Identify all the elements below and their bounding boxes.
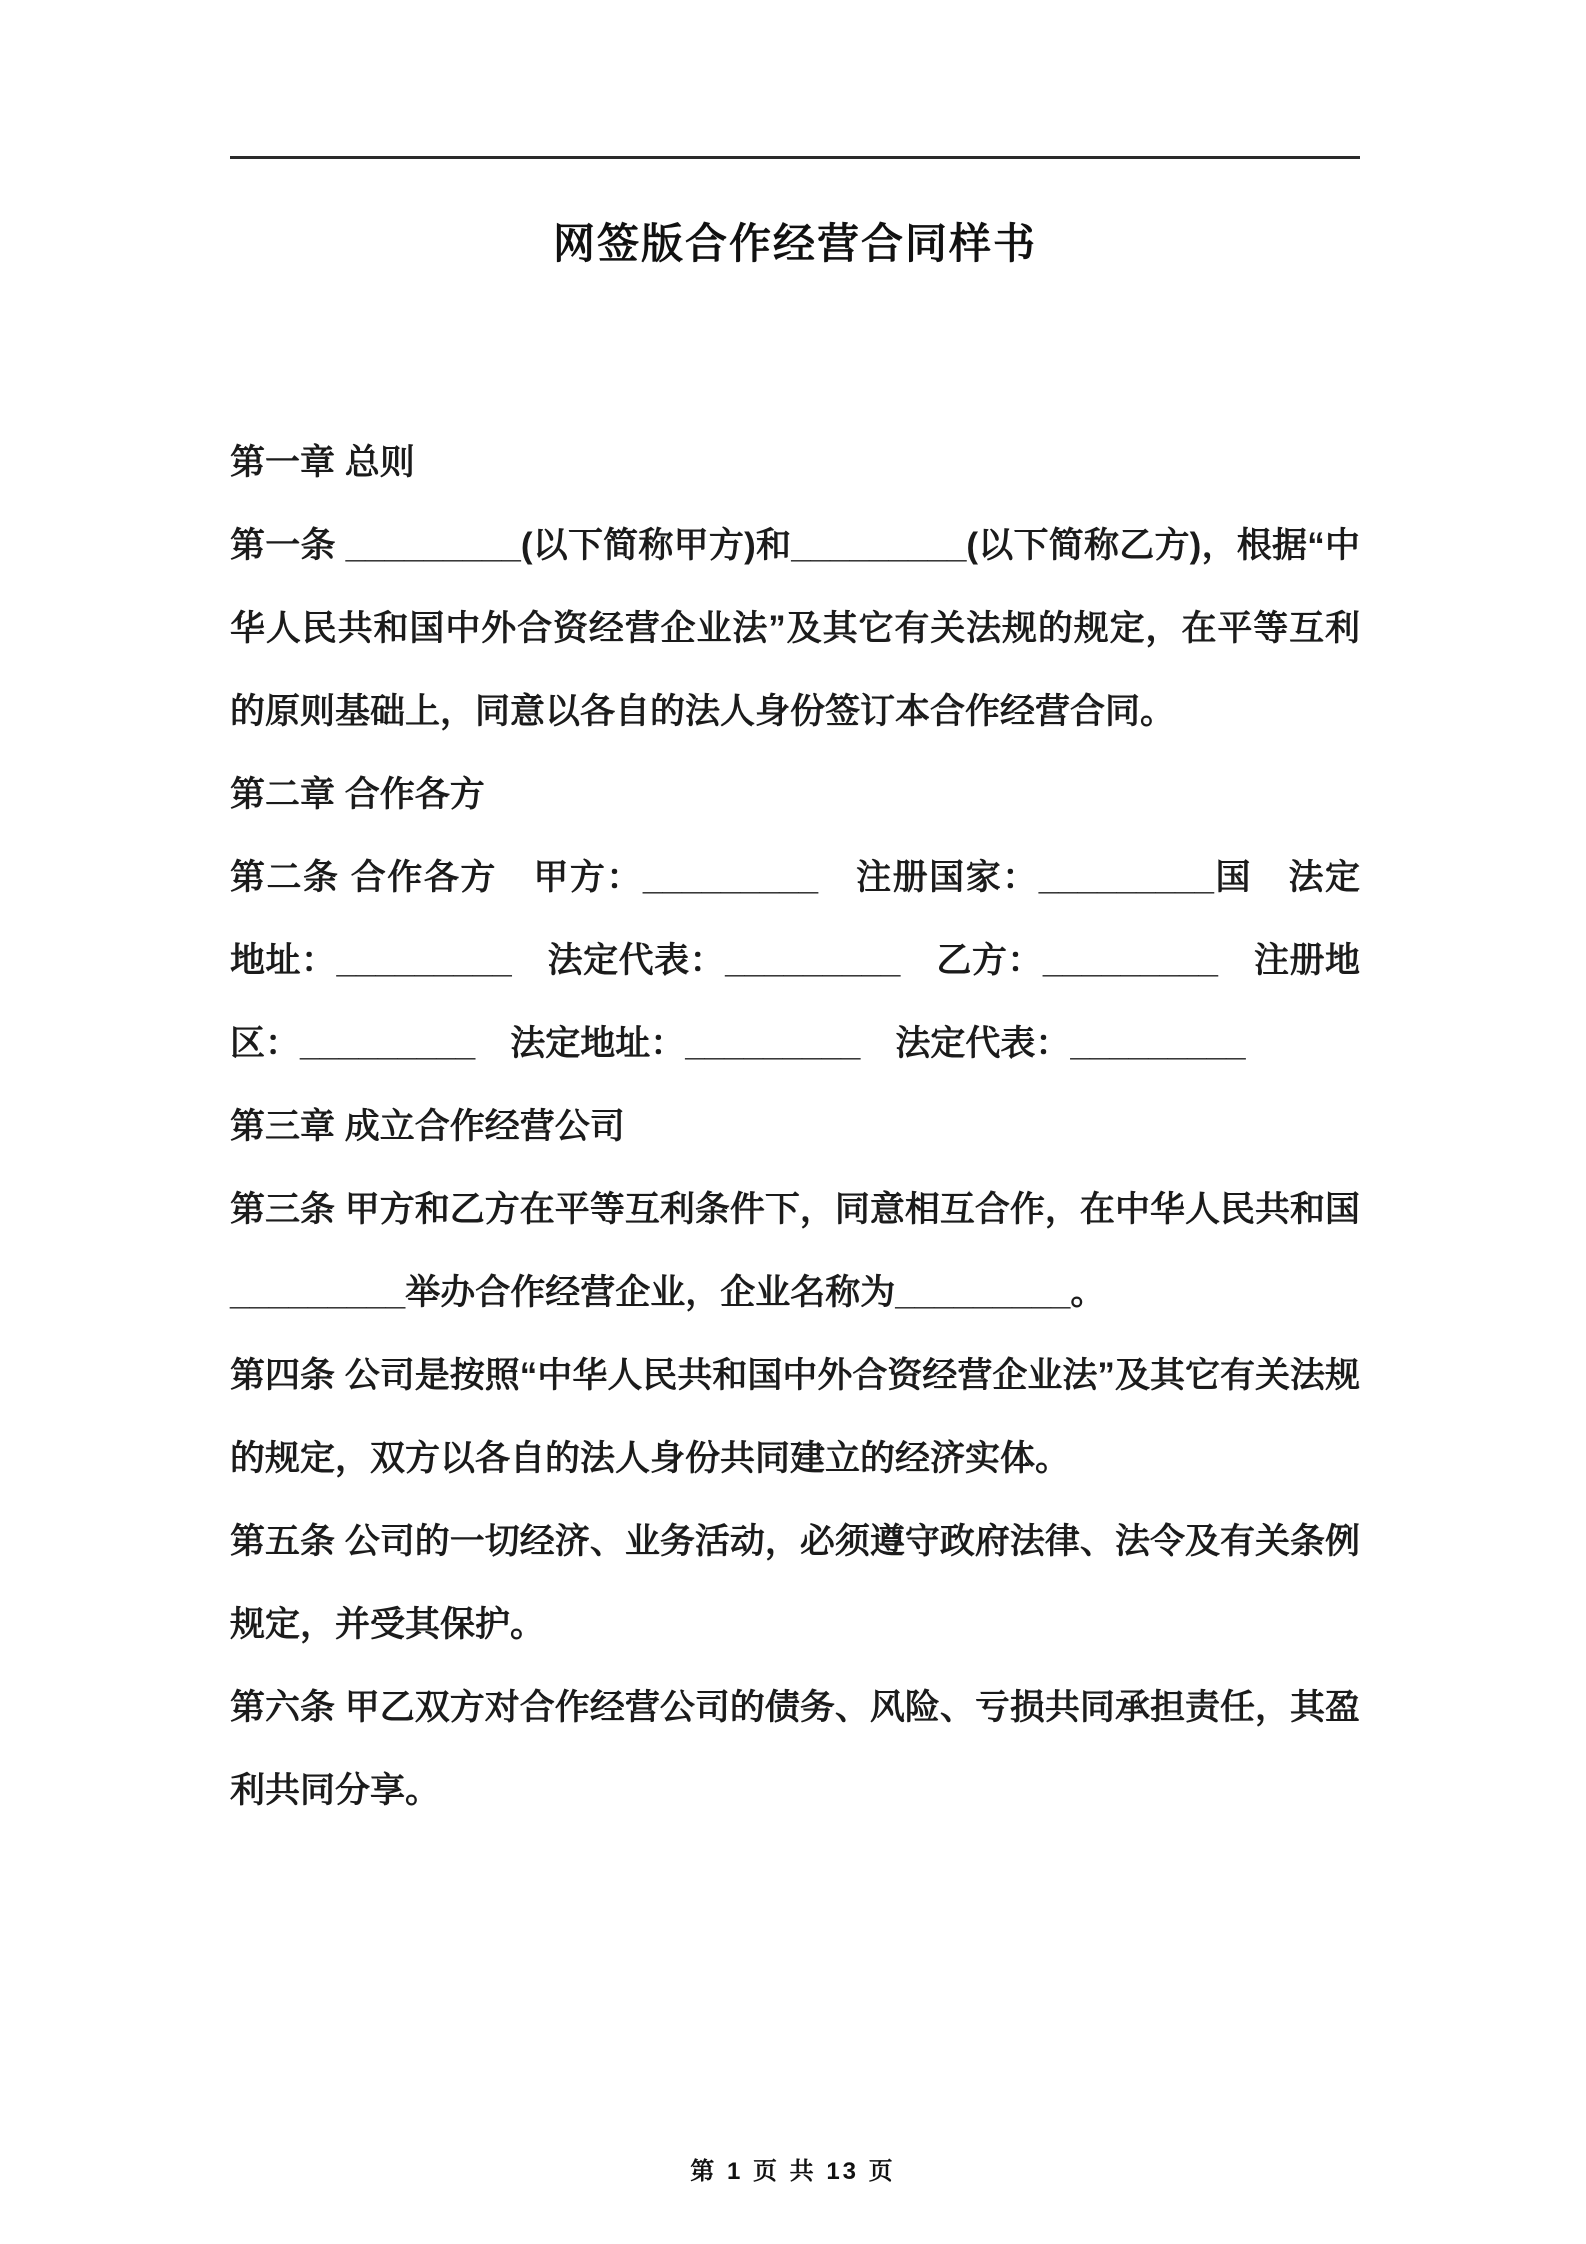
page-number-footer: 第 1 页 共 13 页 <box>690 2158 896 2185</box>
chapter-heading: 第二章 合作各方 <box>230 775 485 814</box>
chapter-heading: 第三章 成立合作经营公司 <box>230 1107 625 1146</box>
contract-paragraph: 第一条 _________(以下简称甲方)和_________(以下简称乙方)，根据“中华人民共和国中外合资经营企业法”及其它有关法规的规定，在平等互利的原则基础上，同意以各自的法人身份签订本合作经营合同。 <box>230 526 1360 731</box>
document-body <box>230 421 1360 1832</box>
contract-paragraph: 第六条 甲乙双方对合作经营公司的债务、风险、亏损共同承担责任，其盈利共同分享。 <box>230 1688 1360 1810</box>
contract-paragraph: 第三条 甲方和乙方在平等互利条件下，同意相互合作，在中华人民共和国_________举办合作经营企业，企业名称为_________。 <box>230 1190 1360 1312</box>
document-title: 网签版合作经营合同样书 <box>552 220 1037 267</box>
header-divider <box>230 156 1360 159</box>
contract-paragraph: 第四条 公司是按照“中华人民共和国中外合资经营企业法”及其它有关法规的规定，双方以各自的法人身份共同建立的经济实体。 <box>230 1356 1360 1478</box>
contract-paragraph: 第五条 公司的一切经济、业务活动，必须遵守政府法律、法令及有关条例规定，并受其保护。 <box>230 1522 1360 1644</box>
chapter-heading: 第一章 总则 <box>230 443 415 482</box>
contract-paragraph: 第二条 合作各方 甲方：_________ 注册国家：_________国 法定地址：_________ 法定代表：_________ 乙方：_________ 注册地区：_________ 法定地址：_________ 法定代表：_________ <box>230 858 1360 1063</box>
